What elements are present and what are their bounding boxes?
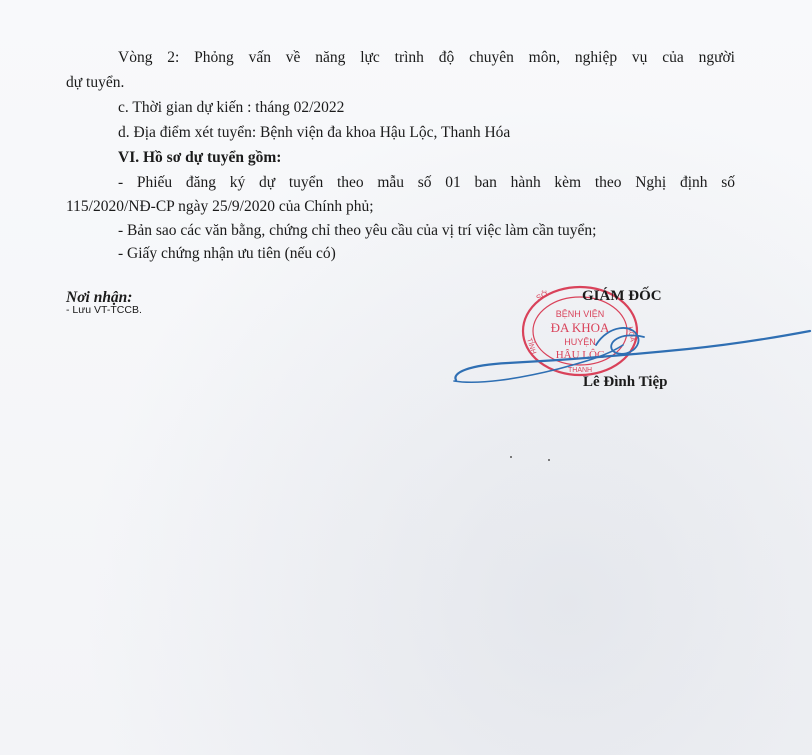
scan-speck — [510, 456, 512, 458]
signature-title: GIÁM ĐỐC — [582, 288, 662, 304]
stamp-top-text: SỞ — [534, 289, 550, 303]
time-line: c. Thời gian dự kiến : tháng 02/2022 — [118, 99, 345, 116]
scan-speck — [548, 459, 550, 461]
stamp-ring-bottom: THANH — [568, 367, 593, 374]
stamp-ring-right: HÓA — [626, 326, 636, 343]
stamp-line3: HUYỆN — [564, 337, 596, 347]
stamp-line2: ĐA KHOA — [550, 320, 610, 335]
stamp-line1: BỆNH VIỆN — [555, 309, 605, 319]
item1-line2: 115/2020/NĐ-CP ngày 25/9/2020 của Chính phủ; — [66, 198, 374, 215]
location-line: d. Địa điểm xét tuyển: Bệnh viện đa khoa Hậu Lộc, Thanh Hóa — [118, 124, 511, 141]
signer-name: Lê Đình Tiệp — [583, 374, 668, 390]
item3-line: - Giấy chứng nhận ưu tiên (nếu có) — [118, 245, 336, 262]
stamp-line4: HẬU LỘC — [555, 349, 605, 361]
item1-line1: - Phiếu đăng ký dự tuyển theo mẫu số 01 ban hành kèm theo Nghị định số — [118, 174, 735, 191]
stamp-ring-left: TỈNH — [525, 337, 537, 356]
recipients-label: Nơi nhận: — [66, 289, 133, 306]
round2-line2: dự tuyển. — [66, 74, 125, 91]
round2-line1: Vòng 2: Phỏng vấn về năng lực trình độ chuyên môn, nghiệp vụ của người — [118, 49, 735, 66]
item2-line: - Bản sao các văn bằng, chứng chỉ theo yêu cầu của vị trí việc làm cần tuyển; — [118, 222, 597, 239]
section-heading: VI. Hồ sơ dự tuyển gồm: — [118, 149, 282, 166]
recipients-item: - Lưu VT-TCCB. — [66, 304, 142, 316]
